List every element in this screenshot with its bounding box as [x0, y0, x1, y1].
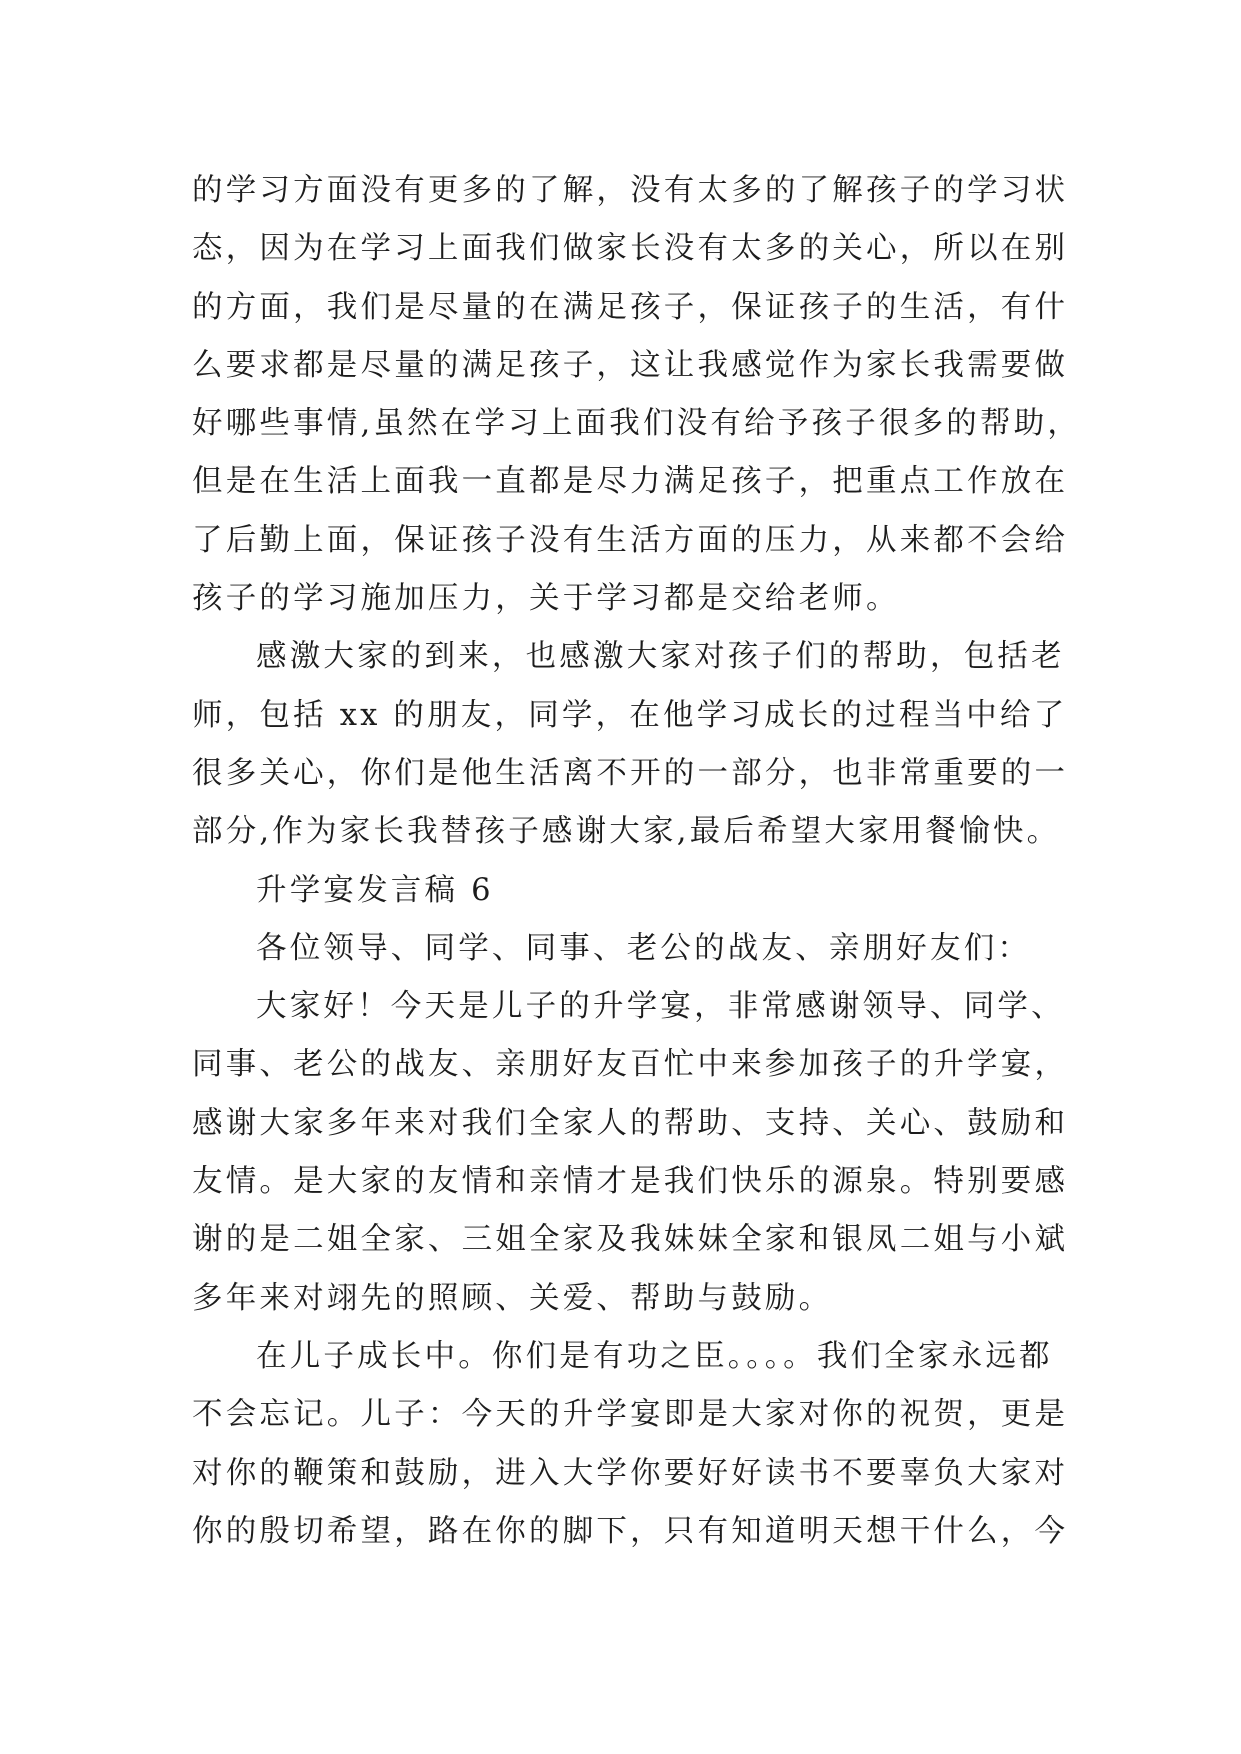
text-line: 感谢大家多年来对我们全家人的帮助、支持、关心、鼓励和	[192, 1105, 1069, 1141]
text-line: 的方面，我们是尽量的在满足孩子，保证孩子的生活，有什	[192, 289, 1069, 325]
text-line: 友情。是大家的友情和亲情才是我们快乐的源泉。特别要感	[192, 1164, 1069, 1200]
text-line: 好哪些事情,虽然在学习上面我们没有给予孩子很多的帮助，	[192, 406, 1082, 442]
text-line: 但是在生活上面我一直都是尽力满足孩子，把重点工作放在	[192, 464, 1069, 500]
text-line: 同事、老公的战友、亲朋好友百忙中来参加孩子的升学宴，	[192, 1047, 1069, 1083]
paragraph-start-line: 感激大家的到来，也感激大家对孩子们的帮助，包括老	[256, 639, 1065, 675]
text-line: 部分,作为家长我替孩子感谢大家,最后希望大家用餐愉快。	[192, 814, 1061, 850]
salutation-line: 各位领导、同学、同事、老公的战友、亲朋好友们：	[256, 930, 1032, 966]
paragraph-start-line: 大家好！今天是儿子的升学宴，非常感谢领导、同学、	[256, 989, 1065, 1025]
text-line: 不会忘记。儿子：今天的升学宴即是大家对你的祝贺，更是	[192, 1397, 1069, 1433]
text-line: 态，因为在学习上面我们做家长没有太多的关心，所以在别	[192, 231, 1069, 267]
text-line: 师，包括 xx 的朋友，同学，在他学习成长的过程当中给了	[192, 697, 1068, 733]
section-heading: 升学宴发言稿 6	[256, 872, 494, 908]
text-line: 对你的鞭策和鼓励，进入大学你要好好读书不要辜负大家对	[192, 1455, 1069, 1491]
document-body	[192, 162, 1082, 1561]
text-line: 了后勤上面，保证孩子没有生活方面的压力，从来都不会给	[192, 522, 1069, 558]
text-line: 的学习方面没有更多的了解，没有太多的了解孩子的学习状	[192, 173, 1069, 208]
paragraph-start-line: 在儿子成长中。你们是有功之臣。。。。我们全家永远都	[256, 1338, 1053, 1374]
text-line: 么要求都是尽量的满足孩子，这让我感觉作为家长我需要做	[192, 347, 1069, 383]
text-line: 谢的是二姐全家、三姐全家及我妹妹全家和银凤二姐与小斌	[192, 1222, 1069, 1258]
text-line: 很多关心，你们是他生活离不开的一部分，也非常重要的一	[192, 755, 1069, 791]
text-line: 孩子的学习施加压力，关于学习都是交给老师。	[192, 581, 900, 617]
text-line: 你的殷切希望，路在你的脚下，只有知道明天想干什么，今	[192, 1513, 1069, 1549]
text-line: 多年来对翊先的照顾、关爱、帮助与鼓励。	[192, 1280, 833, 1316]
